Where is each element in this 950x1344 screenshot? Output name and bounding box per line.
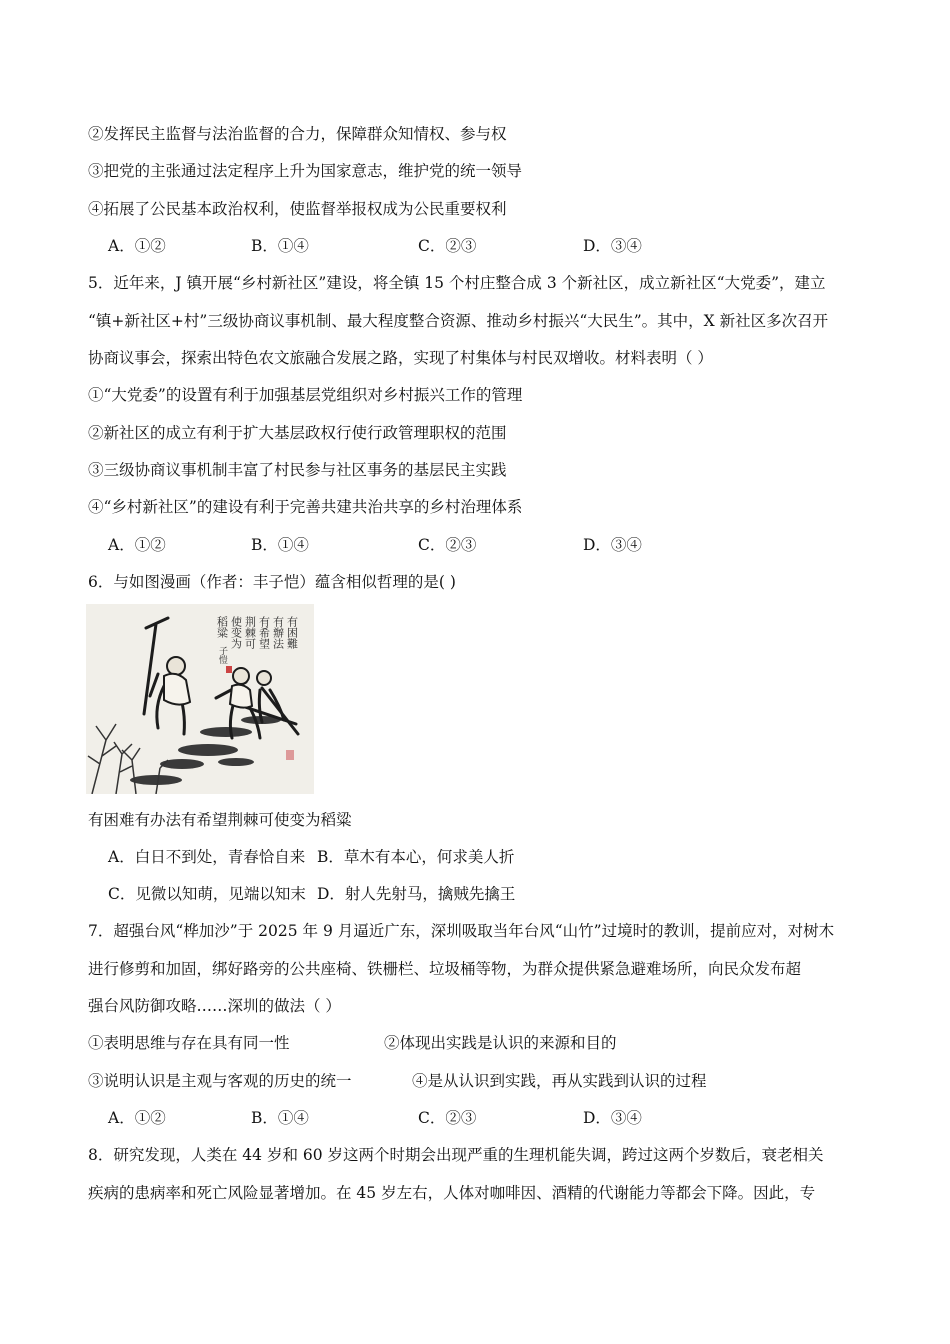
q6-stem: 6．与如图漫画（作者：丰子恺）蕴含相似哲理的是( )	[88, 573, 456, 591]
q6-option-c[interactable]: C．见微以知萌，见端以知末	[108, 885, 306, 903]
svg-text:使变为: 使变为	[229, 616, 243, 649]
q6-option-d[interactable]: D．射人先射马，擒贼先擒王	[317, 885, 516, 903]
q7-stem-line-3: 强台风防御攻略……深圳的做法（ ）	[88, 997, 341, 1015]
q5-stem-line-1: 5．近年来，J 镇开展“乡村新社区”建设，将全镇 15 个村庄整合成 3 个新社区，成立新社区“大党委”，建立	[88, 274, 826, 292]
cartoon-drawing	[86, 604, 314, 794]
q4-option-b[interactable]: B．①④	[251, 237, 309, 255]
q7-stem-line-2: 进行修剪和加固，绑好路旁的公共座椅、铁栅栏、垃圾桶等物，为群众提供紧急避难场所，向民众发布超	[88, 960, 802, 978]
q7-option-c[interactable]: C．②③	[418, 1109, 477, 1127]
q7-option-d[interactable]: D．③④	[583, 1109, 642, 1127]
cartoon-image	[86, 604, 314, 794]
svg-text:子愷: 子愷	[217, 646, 227, 664]
q8-stem-line-1: 8．研究发现，人类在 44 岁和 60 岁这两个时期会出现严重的生理机能失调，跨过这两个岁数后，衰老相关	[88, 1146, 824, 1164]
q7-statement-3: ③说明认识是主观与客观的历史的统一	[88, 1072, 352, 1090]
q7-stem-line-1: 7．超强台风“桦加沙”于 2025 年 9 月逼近广东，深圳吸取当年台风“山竹”过境时的教训，提前应对，对树木	[88, 922, 835, 940]
q4-options	[108, 236, 728, 256]
svg-text:有辦法: 有辦法	[271, 616, 285, 649]
q4-statement-4: ④拓展了公民基本政治权利，使监督举报权成为公民重要权利	[88, 200, 507, 218]
q5-options	[108, 535, 728, 555]
q5-option-c[interactable]: C．②③	[418, 536, 477, 554]
q4-option-a[interactable]: A．①②	[108, 237, 166, 255]
svg-text:稻粱: 稻粱	[215, 616, 229, 638]
q4-statement-2: ②发挥民主监督与法治监督的合力，保障群众知情权、参与权	[88, 125, 507, 143]
q4-option-d[interactable]: D．③④	[583, 237, 642, 255]
q5-statement-2: ②新社区的成立有利于扩大基层政权行使行政管理职权的范围	[88, 424, 507, 442]
svg-text:荆棘可: 荆棘可	[243, 616, 257, 649]
q4-option-c[interactable]: C．②③	[418, 237, 477, 255]
q5-option-d[interactable]: D．③④	[583, 536, 642, 554]
q5-stem-line-2: “镇+新社区+村”三级协商议事机制、最大程度整合资源、推动乡村振兴“大民生”。其中，X 新社区多次召开	[88, 312, 829, 330]
q6-caption: 有困难有办法有希望荆棘可使变为稻粱	[88, 811, 352, 829]
q7-option-a[interactable]: A．①②	[108, 1109, 166, 1127]
q7-options	[108, 1108, 728, 1128]
q5-statement-3: ③三级协商议事机制丰富了村民参与社区事务的基层民主实践	[88, 461, 507, 479]
q5-stem-line-3: 协商议事会，探索出特色农文旅融合发展之路，实现了村集体与村民双增收。材料表明（ ）	[88, 349, 713, 367]
q7-statement-4: ④是从认识到实践，再从实践到认识的过程	[412, 1072, 707, 1090]
q4-statement-3: ③把党的主张通过法定程序上升为国家意志，维护党的统一领导	[88, 162, 523, 180]
svg-text:有希望: 有希望	[257, 616, 271, 649]
q5-option-b[interactable]: B．①④	[251, 536, 309, 554]
q7-statement-2: ②体现出实践是认识的来源和目的	[384, 1034, 617, 1052]
q7-option-b[interactable]: B．①④	[251, 1109, 309, 1127]
q8-stem-line-2: 疾病的患病率和死亡风险显著增加。在 45 岁左右，人体对咖啡因、酒精的代谢能力等都会下降。因此，专	[88, 1184, 816, 1202]
svg-text:有困難: 有困難	[285, 616, 299, 649]
q5-option-a[interactable]: A．①②	[108, 536, 166, 554]
q5-statement-4: ④“乡村新社区”的建设有利于完善共建共治共享的乡村治理体系	[88, 498, 523, 516]
q5-statement-1: ①“大党委”的设置有利于加强基层党组织对乡村振兴工作的管理	[88, 386, 523, 404]
q7-statement-1: ①表明思维与存在具有同一性	[88, 1034, 290, 1052]
q6-option-a[interactable]: A．白日不到处，青春恰自来	[108, 848, 306, 866]
q6-option-b[interactable]: B．草木有本心，何求美人折	[317, 848, 515, 866]
